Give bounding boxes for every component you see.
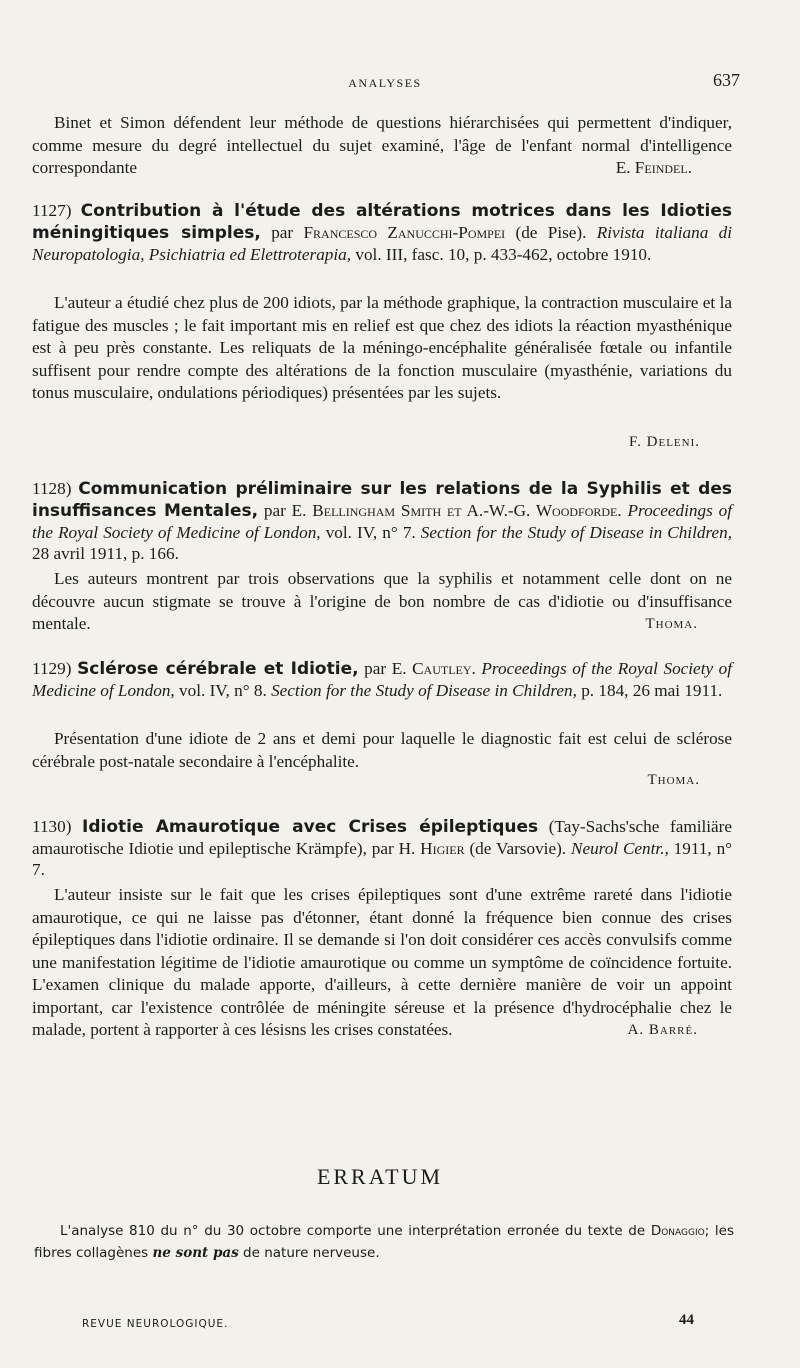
entry-by: par (271, 223, 294, 242)
entry-number: 1127) (32, 201, 72, 220)
running-title: ANALYSES (348, 76, 422, 90)
entry-title: Communication préliminaire sur les relations de la Syphilis et des insuffisances Mentales, (32, 479, 732, 521)
entry-1127-signature: F. Deleni. (629, 434, 700, 450)
erratum-middle: ; les fibres collagènes (34, 1223, 735, 1261)
entry-author: Francesco Zanucchi-Pompei (303, 223, 506, 242)
erratum-lead: L'analyse 810 du n° du 30 octobre comporte une interprétation erronée du texte de (60, 1223, 646, 1239)
entry-1127-heading (32, 200, 732, 265)
erratum-body (34, 1220, 734, 1264)
page-number: 637 (713, 70, 740, 90)
entry-number: 1128) (32, 479, 72, 498)
entry-1128-body (32, 568, 732, 636)
entry-1130-signature: A. Barré. (627, 1022, 698, 1038)
entry-title: Idiotie Amaurotique avec Crises épileptiques (82, 817, 539, 837)
entry-by: par (263, 501, 286, 520)
intro-paragraph (32, 112, 732, 180)
entry-details-2: p. 184, 26 mai 1911. (581, 681, 723, 700)
entry-body-text: Les auteurs montrent par trois observations que la syphilis et notamment celle dont on ne découvre aucun stigmate se trouve à l'origine de bon nombre de cas d'idiotie ou d'insuffisance mentale. (32, 569, 732, 633)
entry-section: Section for the Study of Disease in Children, (420, 523, 733, 542)
entry-source: Proceedings of the Royal Society of Medicine of London, (32, 501, 732, 542)
page-footer (82, 1312, 694, 1336)
entry-1128-heading (32, 478, 732, 564)
entry-1130-heading (32, 816, 732, 880)
entry-1129-body: Présentation d'une idiote de 2 ans et demi pour laquelle le diagnostic fait est celui de sclérose cérébrale post-natale secondaire à l'encéphalite. (32, 729, 732, 771)
entry-title: Sclérose cérébrale et Idiotie, (77, 659, 359, 679)
entry-source: Proceedings of the Royal Society of Medicine of London, (32, 659, 733, 700)
entry-title: Contribution à l'étude des altérations motrices dans les Idioties méningitiques simples, (32, 201, 732, 243)
entry-source: Neurol Centr., (570, 839, 669, 858)
entry-number: 1130) (32, 817, 72, 836)
entry-details: 1911, n° 7. (32, 839, 733, 879)
entry-details: vol. IV, n° 7. (325, 523, 416, 542)
erratum-author: Donaggio (650, 1223, 705, 1239)
entry-details: vol. III, fasc. 10, p. 433-462, octobre 1910. (355, 245, 652, 264)
entry-number: 1129) (32, 659, 72, 678)
entry-details-2: 28 avril 1911, p. 166. (32, 544, 179, 563)
entry-1129-heading (32, 658, 732, 701)
entry-author: E. Cautley. (391, 659, 476, 678)
journal-name: REVUE NEUROLOGIQUE. (82, 1318, 229, 1330)
entry-section: Section for the Study of Disease in Children, (271, 681, 577, 700)
sheet-number: 44 (679, 1312, 694, 1328)
erratum-title: ERRATUM (316, 1164, 444, 1189)
entry-1130-body (32, 884, 732, 1042)
erratum-tail: de nature nerveuse. (243, 1245, 380, 1261)
entry-author: H. Higier (398, 839, 465, 858)
entry-details: vol. IV, n° 8. (179, 681, 267, 700)
entry-author-note: (de Pise). (515, 223, 587, 242)
entry-1127-body: L'auteur a étudié chez plus de 200 idiots, par la méthode graphique, la contraction musculaire et la fatigue des muscles ; le fait important mis en relief est que chez des idiots la réaction myasthénique est à peu près constante. Les reliquats de la méningo-encéphalite généralisée fœtale ou infantile suffisent pour rendre compte des altérations de la fonction musculaire (myasthénie, variations du tonus musculaire, ondulations périodiques) présentées par les sujets. (32, 293, 732, 402)
intro-signature: E. Feindel. (615, 158, 692, 177)
entry-by: par (364, 659, 387, 678)
intro-text: Binet et Simon défendent leur méthode de questions hiérarchisées qui permettent d'indiquer, comme mesure du degré intellectuel du sujet examiné, l'âge de l'enfant normal d'intelligence correspondante (32, 113, 732, 177)
erratum-emphasis: ne sont pas (152, 1245, 239, 1261)
page-header (30, 70, 740, 94)
entry-source: Rivista italiana di Neuropatologia, Psichiatria ed Elettroterapia, (32, 223, 732, 264)
entry-1129-signature: Thoma. (647, 772, 700, 788)
entry-author: E. Bellingham Smith et A.-W.-G. Woodforde. (291, 501, 622, 520)
entry-1128-signature: Thoma. (645, 616, 698, 632)
entry-by: (Tay-Sachs'sche familiäre amaurotische Idiotie und epileptische Krämpfe), par (32, 817, 733, 858)
entry-body-text: L'auteur insiste sur le fait que les crises épileptiques sont d'une extrême rareté dans l'idiotie amaurotique, ce qui ne laisse pas d'étonner, étant donné la fréquence bien connue des crises épileptiques dans l'idiotie ordinaire. Il se demande si l'on doit considérer ces accès convulsifs comme une manifestation légitime de l'idiotie amaurotique ou comme un symptôme de coïncidence fortuite. L'examen clinique du malade apporte, d'ailleurs, à cette dernière manière de voir un appoint important, car l'existence contrôlée de méningite séreuse et la présence d'hydrocéphalie chez le malade, portent à rapporter à ces lésisns les crises constatées. (32, 885, 732, 1039)
entry-author-note: (de Varsovie). (469, 839, 567, 858)
